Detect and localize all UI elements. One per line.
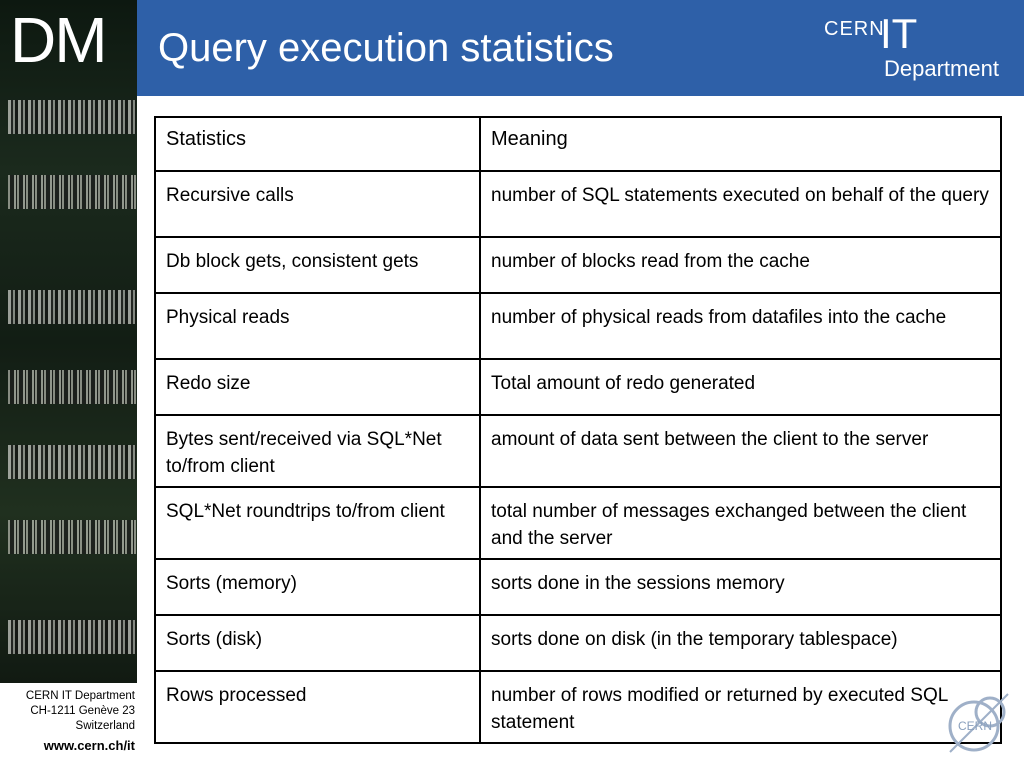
meaning-cell: total number of messages exchanged between the client and the server bbox=[480, 487, 1001, 559]
footer-url[interactable]: www.cern.ch/it bbox=[43, 738, 135, 753]
cern-it-logo bbox=[824, 10, 1016, 84]
statistic-cell: Physical reads bbox=[155, 293, 480, 359]
statistic-cell: Sorts (disk) bbox=[155, 615, 480, 671]
table-row bbox=[155, 171, 1001, 237]
barcode-decoration bbox=[8, 620, 136, 654]
barcode-decoration bbox=[8, 290, 136, 324]
meaning-cell: sorts done in the sessions memory bbox=[480, 559, 1001, 615]
cern-logo-icon bbox=[944, 686, 1018, 760]
header-bar bbox=[137, 0, 1024, 96]
header-statistics: Statistics bbox=[155, 117, 480, 171]
table-row bbox=[155, 237, 1001, 293]
table-row bbox=[155, 559, 1001, 615]
statistic-cell: Recursive calls bbox=[155, 171, 480, 237]
dm-label: DM bbox=[10, 4, 106, 76]
statistic-cell: Rows processed bbox=[155, 671, 480, 743]
statistic-cell: Sorts (memory) bbox=[155, 559, 480, 615]
statistic-cell: SQL*Net roundtrips to/from client bbox=[155, 487, 480, 559]
logo-cern-text: CERN bbox=[824, 18, 885, 40]
meaning-cell: amount of data sent between the client to the server bbox=[480, 415, 1001, 487]
footer-line: CERN IT Department bbox=[25, 690, 135, 702]
meaning-cell: Total amount of redo generated bbox=[480, 359, 1001, 415]
barcode-decoration bbox=[8, 445, 136, 479]
table-row bbox=[155, 615, 1001, 671]
footer bbox=[0, 683, 137, 768]
footer-line: CH-1211 Genève 23 bbox=[30, 705, 135, 717]
table-header-row bbox=[155, 117, 1001, 171]
statistics-table bbox=[154, 116, 1002, 744]
meaning-cell: number of blocks read from the cache bbox=[480, 237, 1001, 293]
table-row bbox=[155, 671, 1001, 743]
barcode-decoration bbox=[8, 520, 136, 554]
logo-it-text: IT bbox=[880, 10, 918, 57]
meaning-cell: sorts done on disk (in the temporary tablespace) bbox=[480, 615, 1001, 671]
barcode-decoration bbox=[8, 370, 136, 404]
table-row bbox=[155, 293, 1001, 359]
logo-department-text: Department bbox=[884, 56, 999, 81]
meaning-cell: number of physical reads from datafiles into the cache bbox=[480, 293, 1001, 359]
statistic-cell: Bytes sent/received via SQL*Net to/from client bbox=[155, 415, 480, 487]
barcode-decoration bbox=[8, 100, 136, 134]
table-row bbox=[155, 359, 1001, 415]
meaning-cell: number of rows modified or returned by executed SQL statement bbox=[480, 671, 1001, 743]
meaning-cell: number of SQL statements executed on behalf of the query bbox=[480, 171, 1001, 237]
page-title: Query execution statistics bbox=[158, 26, 614, 70]
footer-address bbox=[26, 689, 135, 734]
decorative-sidebar bbox=[0, 0, 137, 683]
statistic-cell: Db block gets, consistent gets bbox=[155, 237, 480, 293]
table-row bbox=[155, 415, 1001, 487]
corner-logo-text: CERN bbox=[958, 719, 993, 733]
header-meaning: Meaning bbox=[480, 117, 1001, 171]
statistic-cell: Redo size bbox=[155, 359, 480, 415]
barcode-decoration bbox=[8, 175, 136, 209]
footer-line: Switzerland bbox=[75, 720, 135, 732]
table-row bbox=[155, 487, 1001, 559]
